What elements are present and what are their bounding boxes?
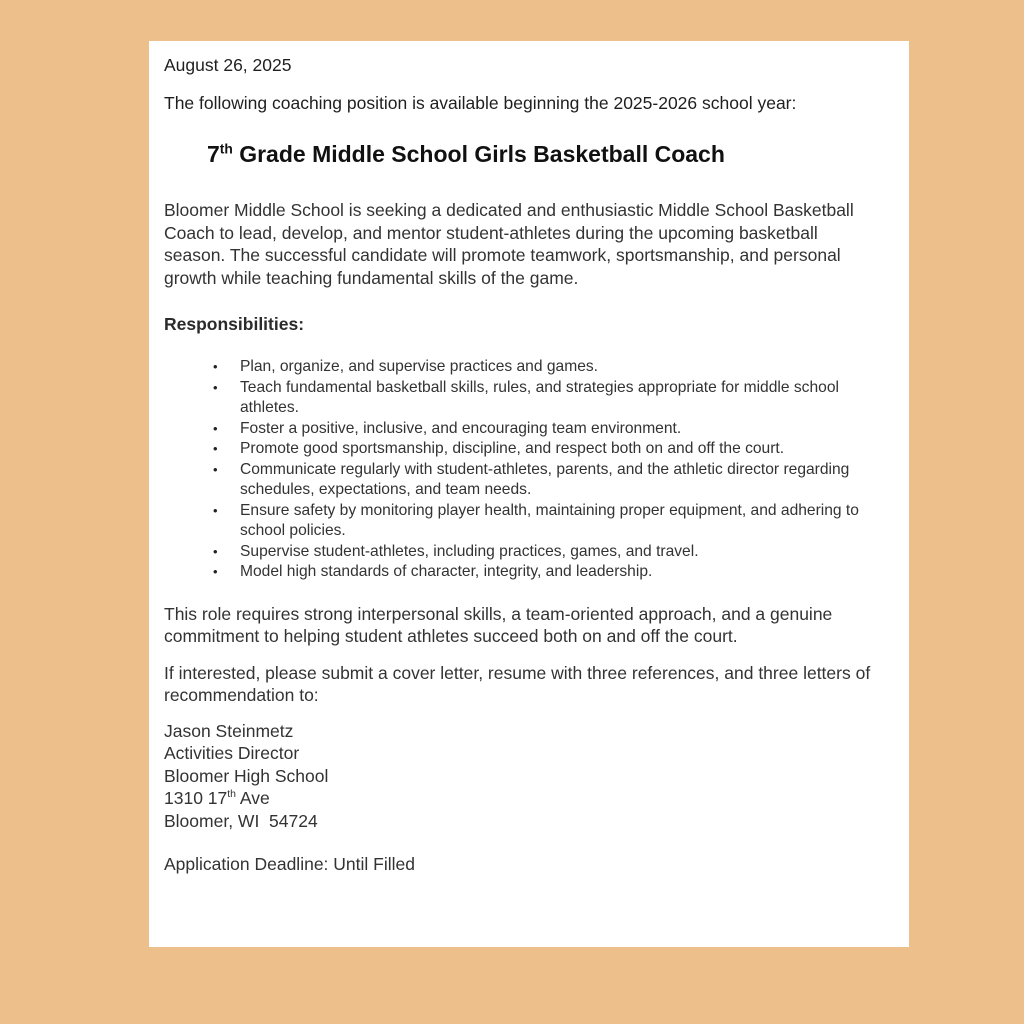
list-item-text: Foster a positive, inclusive, and encouraging team environment.	[240, 419, 682, 437]
street-name: Ave	[236, 788, 270, 808]
list-item-text: Promote good sportsmanship, discipline, and respect both on and off the court.	[240, 440, 785, 457]
list-item-text: Supervise student-athletes, including practices, games, and travel.	[240, 542, 699, 560]
list-item	[213, 562, 880, 583]
list-item	[213, 460, 880, 501]
contact-position: Activities Director	[164, 743, 300, 763]
submission-instructions: If interested, please submit a cover letter, resume with three references, and three letters of recommendation to:	[164, 662, 871, 705]
job-posting-document	[149, 41, 909, 947]
list-item-text: Ensure safety by monitoring player health, maintaining proper equipment, and adhering to school policies.	[240, 501, 859, 539]
bullet-icon: •	[213, 461, 218, 477]
list-item	[213, 542, 880, 563]
bullet-icon: •	[213, 379, 218, 395]
list-item-text: Model high standards of character, integrity, and leadership.	[240, 563, 653, 580]
contact-street	[164, 787, 879, 810]
title-text: Grade Middle School Girls Basketball Coach	[232, 141, 725, 167]
bullet-icon: •	[213, 420, 218, 436]
responsibilities-heading: Responsibilities:	[164, 314, 305, 334]
position-title	[207, 139, 879, 169]
contact-school: Bloomer High School	[164, 765, 329, 786]
title-grade-number: 7	[207, 141, 220, 167]
bullet-icon: •	[213, 564, 218, 579]
list-item	[213, 419, 880, 440]
bullet-icon: •	[213, 441, 218, 456]
list-item	[213, 357, 880, 378]
street-number: 1310 17	[164, 788, 228, 808]
bullet-icon: •	[213, 359, 218, 374]
contact-name: Jason Steinmetz	[164, 720, 294, 741]
list-item	[213, 378, 880, 419]
street-suffix: th	[227, 788, 237, 801]
posting-date: August 26, 2025	[164, 55, 292, 75]
list-item-text: Teach fundamental basketball skills, rules, and strategies appropriate for middle school athletes.	[240, 378, 839, 416]
responsibilities-list	[164, 357, 879, 583]
contact-address	[164, 720, 879, 833]
list-item	[213, 501, 880, 542]
title-grade-suffix: th	[219, 141, 233, 157]
contact-city-state-zip: Bloomer, WI 54724	[164, 810, 318, 831]
position-description: Bloomer Middle School is seeking a dedicated and enthusiastic Middle School Basketball Coach to lead, develop, and mentor student-athletes during the upcoming basketball season. The successful candidate will promote teamwork, sportsmanship, and personal growth while teaching fundamental skills of the game.	[164, 200, 854, 288]
bullet-icon: •	[213, 502, 218, 518]
bullet-icon: •	[213, 543, 218, 559]
intro-line: The following coaching position is available beginning the 2025-2026 school year:	[164, 93, 797, 113]
requirements-paragraph: This role requires strong interpersonal skills, a team-oriented approach, and a genuine commitment to helping student athletes succeed both on and off the court.	[164, 603, 833, 646]
list-item	[213, 439, 880, 460]
list-item-text: Plan, organize, and supervise practices and games.	[240, 358, 598, 375]
list-item-text: Communicate regularly with student-athletes, parents, and the athletic director regarding schedules, expectations, and team needs.	[240, 460, 850, 498]
application-deadline: Application Deadline: Until Filled	[164, 854, 415, 874]
